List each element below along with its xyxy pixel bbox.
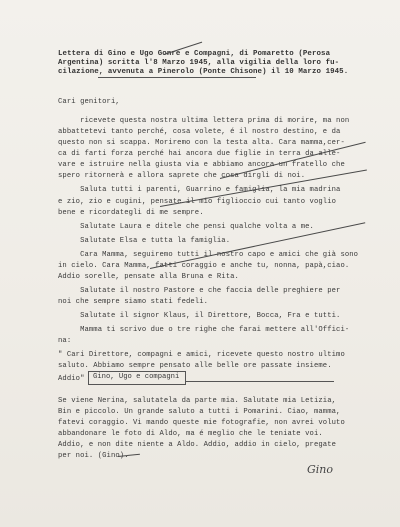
body-line-18: Mamma ti scrivo due o tre righe che farai mettere all'Offici- bbox=[58, 326, 350, 334]
body-line-4: ca di farti forza perché hai ancora due figlie in terra da alle- bbox=[58, 150, 341, 158]
handwritten-signature: Gino bbox=[307, 463, 334, 476]
body-line-10: Salutate Laura e ditele che pensi qualche volta a me. bbox=[58, 223, 314, 231]
closing-line-6: per noi. (Gino). bbox=[58, 452, 129, 460]
body-line-6: spero ritornerà e allora saprete che cosa dirgli di noi. bbox=[58, 172, 306, 180]
body-line-14: Addio sorelle, pensate alla Bruna e Rita. bbox=[58, 273, 239, 281]
signature-underline bbox=[186, 381, 334, 382]
header-line-1: Lettera di Gino e Ugo Gonre e Compagni, di Pomaretto (Perosa bbox=[58, 50, 331, 58]
body-line-5: vare e istruire nella giusta via e abbiamo ancora un fratello che bbox=[58, 161, 345, 169]
body-line-16: noi che sempre siamo stati fedeli. bbox=[58, 298, 209, 306]
closing-line-1: Se viene Nerina, salutatela da parte mia. Salutate mia Letizia, bbox=[58, 397, 337, 405]
body-line-8: e zio, zio e cugini, pensate il mio figlioccio cui tanto voglio bbox=[58, 198, 337, 206]
closing-line-2: Bin e piccolo. Un grande saluto a tutti i Pomarini. Ciao, mamma, bbox=[58, 408, 341, 416]
body-line-11: Salutate Elsa e tutta la famiglia. bbox=[58, 237, 231, 245]
header-line-3: cilazione, avvenuta a Pinerolo (Ponte Chisone) il 10 Marzo 1945. bbox=[58, 68, 349, 76]
boxed-signature bbox=[88, 371, 186, 385]
body-line-13: in cielo. Cara Mamma, fatti coraggio e anche tu, nonna, papà,ciao. bbox=[58, 262, 350, 270]
greeting: Cari genitori, bbox=[58, 98, 120, 106]
quote-line-2: saluto. Abbiamo sempre pensato alle belle ore passate insieme. bbox=[58, 362, 332, 370]
body-line-15: Salutate il nostro Pastore e che faccia delle preghiere per bbox=[58, 287, 341, 295]
closing-line-3: fatevi coraggio. Vi mando queste mie fotografie, non avrei voluto bbox=[58, 419, 345, 427]
body-line-3: questo non si scappa. Moriremo con la testa alta. Cara mamma,cer- bbox=[58, 139, 345, 147]
body-line-9: bene e ricordategli di me sempre. bbox=[58, 209, 204, 217]
body-line-2: abbattetevi tanto perché, cosa volete, é il nostro destino, e da bbox=[58, 128, 341, 136]
header-underline bbox=[98, 77, 256, 78]
header-line-2: Argentina) scritta l'8 Marzo 1945, alla vigilia della loro fu- bbox=[58, 59, 340, 67]
quote-line-3: Addio" bbox=[58, 375, 85, 383]
quote-line-1: " Cari Direttore, compagni e amici, ricevete questo nostro ultimo bbox=[58, 351, 345, 359]
closing-line-5: Addio, e non dite niente a Aldo. Addio, addio in cielo, pregate bbox=[58, 441, 337, 449]
body-line-12: Cara Mamma, seguiremo tutti il nostro capo e amici che già sono bbox=[58, 251, 359, 259]
closing-line-4: abbandonare le foto di Aldo, ma é meglio che le teniate voi. bbox=[58, 430, 323, 438]
body-line-1: ricevete questa nostra ultima lettera prima di morire, ma non bbox=[58, 117, 350, 125]
body-line-19: na: bbox=[58, 337, 72, 345]
body-line-17: Salutate il signor Klaus, il Direttore, Bocca, Fra e tutti. bbox=[58, 312, 341, 320]
boxed-signature-text: Gino, Ugo e compagni bbox=[93, 373, 180, 381]
body-line-7: Saluta tutti i parenti, Guarrino e famiglia, la mia madrina bbox=[58, 186, 341, 194]
